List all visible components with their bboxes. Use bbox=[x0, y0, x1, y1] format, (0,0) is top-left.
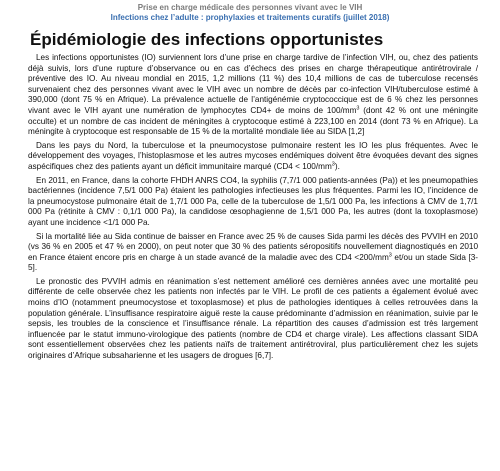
running-header bbox=[0, 0, 500, 23]
superscript: 3 bbox=[331, 161, 335, 168]
paragraph-2 bbox=[28, 141, 478, 173]
paragraph-4-text-b: et/ou un stade Sida [3-5]. bbox=[28, 252, 479, 273]
paragraph-4 bbox=[28, 232, 478, 274]
paragraph-1-text-b: (dont 42 % ont une méningite occulte) et un nombre de cas incident de méningites à cryptocoque estimé à 223,100 en 2014 (dont 73 % en Afrique). La méningite à cryptocoque est responsable de 15 % de la mortalité mondiale liée au SIDA [1,2] bbox=[28, 105, 478, 137]
paragraph-1-text-a: Les infections opportunistes (IO) surviennent lors d’une prise en charge tardive de l’infection VIH, ou, chez des patients déjà suivis, lors d’une rupture d’observance ou en cas d’échecs des prises en charge thérapeutique antirétrovirale / préventive des IO. Au niveau mondial en 2015, 1,2 millions (11 %) des 10,4 millions de cas de tuberculose recensés survenaient chez des personnes vivant avec le VIH avec un nombre de décès par co-infection VIH/tuberculose estimé à 390,000 (dont 75 % en Afrique). La prévalence actuelle de l’antigénémie cryptococcique est de 6 % chez les personnes vivant avec le VIH ayant une numération de lymphocytes CD4+ de moins de 100/mm bbox=[28, 53, 478, 115]
section-body bbox=[28, 53, 478, 362]
paragraph-4-text-a: Si la mortalité liée au Sida continue de baisser en France avec 25 % de causes Sida parmi les décès des PVVIH en 2010 (vs 36 % en 2005 et 47 % en 2000), on peut noter que 30 % des patients séropositifs nouvellement diagnostiqués en 2010 en France étaient encore pris en charge à un stade avancé de la maladie avec des CD4 <200/mm bbox=[28, 231, 478, 262]
paragraph-1 bbox=[28, 53, 478, 138]
header-line-2: Infections chez l’adulte : prophylaxies et traitements curatifs (juillet 2018) bbox=[110, 13, 390, 22]
section-title: Épidémiologie des infections opportunistes bbox=[30, 30, 384, 49]
superscript: 3 bbox=[388, 251, 392, 258]
paragraph-3: En 2011, en France, dans la cohorte FHDH ANRS CO4, la syphilis (7,7/1 000 patients-années (Pa)) et les pneumopathies bactériennes (incidence 7,5/1 000 Pa) étaient les pathologies infectieuses les plus fréquentes. Parmi les IO, l’incidence de la pneumocystose pulmonaire était de 1,7/1 000 Pa, celle de la tuberculose de 1,5/1 000 Pa, les infections à CMV de 1,7/1 000 Pa (rétinite à CMV : 0,1/1 000 Pa), la candidose œsophagienne de 1,5/1 000 Pa, les autres (dont la toxoplasmose) ayant une incidence <1/1 000 Pa. bbox=[28, 175, 478, 227]
header-line-1: Prise en charge médicale des personnes vivant avec le VIH bbox=[137, 3, 363, 12]
paragraph-5: Le pronostic des PVVIH admis en réanimation s’est nettement amélioré ces dernières années avec une mortalité peu différente de celle observée chez les patients non infectés par le VIH. Le profil de ces patients a également évolué avec moins d’IO (notamment pneumocystose et toxoplasmose) et plus de pathologies identiques à celles retrouvées dans la population générale. L’insuffisance respiratoire aiguë reste la cause prédominante d’admission en réanimation, suivie par le sepsis, les troubles de la conscience et l’insuffisance rénale. La répartition des causes d’admission est très largement influencée par le statut immuno-virologique des patients (nombre de CD4 et charge virale). Les affections classant SIDA sont essentiellement observées chez les patients naïfs de traitement antirétroviral, plus particulièrement chez les sujets originaires d’Afrique subsaharienne et les usagers de drogues [6,7]. bbox=[28, 276, 478, 361]
paragraph-2-text-b: ). bbox=[334, 161, 340, 171]
superscript: 3 bbox=[356, 105, 360, 112]
paragraph-2-text-a: Dans les pays du Nord, la tuberculose et la pneumocystose pulmonaire restent les IO les plus fréquentes. Avec le développement des voyages, l’histoplasmose et les autres mycoses endémiques doivent être évoquées devant des signes aspécifiques chez des patients ayant un déficit immunitaire marqué (CD4 < 100/mm bbox=[28, 140, 478, 171]
